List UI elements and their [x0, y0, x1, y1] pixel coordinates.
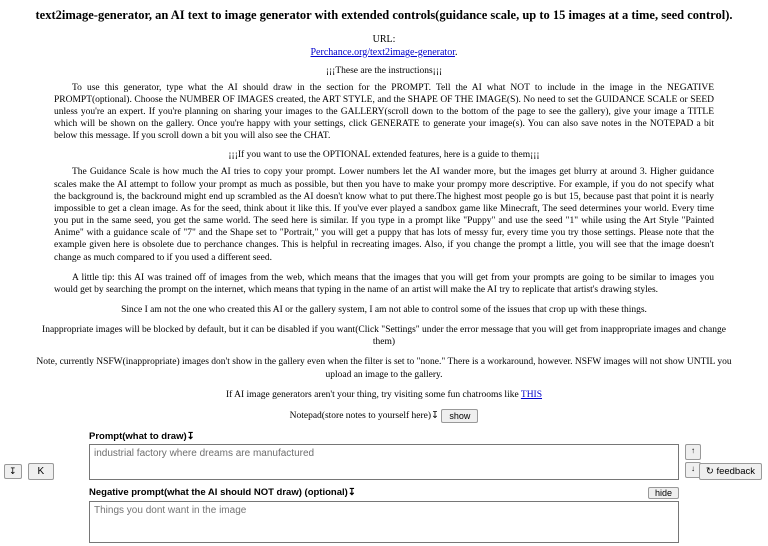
url-period: . — [454, 46, 458, 58]
prompt-field-block — [89, 430, 695, 483]
inappropriate-paragraph: Inappropriate images will be blocked by default, but it can be disabled if you want(Click "Settings" under the error message that you will get from inappropriate images and change them) — [42, 325, 726, 348]
collapse-toggle-button[interactable]: ↧ — [4, 464, 22, 479]
keyboard-button[interactable]: K — [28, 463, 55, 480]
prompt-input-wrap — [89, 444, 695, 483]
chatroom-text: If AI image generators aren't your thing, try visiting some fun chatrooms like — [225, 389, 521, 400]
notepad-arrow-icon: ↧ — [431, 411, 439, 422]
negative-prompt-label — [89, 487, 356, 498]
feedback-button[interactable]: ↻ feedback — [699, 463, 762, 480]
chatroom-link[interactable]: THIS — [520, 389, 543, 400]
url-line — [0, 47, 768, 58]
negative-prompt-input[interactable] — [89, 501, 679, 543]
negative-label-row — [89, 487, 679, 499]
prompt-label-row — [89, 431, 679, 442]
negative-prompt-field-block — [89, 487, 679, 546]
prompt-label-text: Prompt(what to draw) — [89, 430, 187, 442]
generator-url-link[interactable]: Perchance.org/text2image-generator — [310, 46, 455, 58]
intro-paragraph: To use this generator, type what the AI should draw in the section for the PROMPT. Tell the AI what NOT to include in the image in the NEGATIVE PROMPT(optional). Choose the NUMBER OF IMAGES created, the ART STYLE, and the SHAPE OF THE IMAGE(S). No need to set the GUIDANCE SCALE or SEED unless you're an expert. If you're planning on sharing your images to the GALLERY(scroll down to the bottom of the page to see the gallery), give your image a TITLE which will be shown on the gallery. Once you're happy with your settings, click GENERATE to generate your image(s). You can also save notes in the NOTEPAD a bit below this message. If you scroll down a bit you will also see the CHAT. — [54, 82, 714, 142]
instructions-header: ¡¡¡These are the instructions¡¡¡ — [325, 65, 443, 76]
negative-label-arrow-icon: ↧ — [347, 487, 356, 499]
creation-paragraph: Since I am not the one who created this AI or the gallery system, I am not able to control some of the issues that crop up with these things. — [121, 304, 647, 315]
prompt-scroll-down-button[interactable]: ↓ — [685, 462, 701, 478]
nsfw-paragraph: Note, currently NSFW(inappropriate) images don't show in the gallery even when the filter is set to "none." There is a workaround, however. NSFW images will not show UNTIL you upload an image to the gallery. — [36, 357, 732, 380]
notepad-show-button[interactable]: show — [441, 409, 478, 423]
tip-paragraph: A little tip: this AI was trained off of images from the web, which means that the images that you will get from your prompts are going to be similar to images you would get by searching the prompt on the internet, which means that typing in the name of an artist will make the AI try to replicate that artist's drawing styles. — [54, 272, 714, 295]
notepad-row — [0, 409, 768, 423]
prompt-label — [89, 431, 195, 442]
page-title: text2image-generator, an AI text to image generator with extended controls(guidance scale, up to 15 images at a time, seed control). — [35, 8, 733, 22]
negative-label-tail: draw) (optional) — [273, 487, 348, 499]
negative-hide-button[interactable]: hide — [648, 487, 679, 499]
guidance-paragraph: The Guidance Scale is how much the AI tries to copy your prompt. Lower numbers let the AI wander more, but the images get blurry at around 3. Higher guidance scales make the AI attempt to follow your prompt as much as possible, but then you have to make your prompy more descriptive. For example, if you do not specify what the background is, the backround might end up scrambled as the AI doesn't know what to put there.The highest most people go is but 15, because past that point it is nearly impossible to get a clean image. As for the seed, think about it like this. If you've ever played a sandbox game like Minecraft, The seed determines your world. Every time you put in the same seed, you get the same world. The seed here is similar. If you type in a prompt like "Puppy" and use the seed "1" while using the Art Style "Painted Anime" with a guidance scale of "7" and the Shape set to "Portrait," you will get a puppy that has lots of messy fur, every time you try those settings. Please note that the example given here is obsolete due to perchance changes. This is helpful in recreating images. Also, if you change the prompt a little, you will see that the image doesn't change as much compared to if you used a different seed. — [54, 167, 714, 263]
negative-label-not: NOT — [253, 487, 274, 499]
notepad-label: Notepad(store notes to yourself here) — [289, 411, 432, 422]
prompt-scroll-up-button[interactable]: ↑ — [685, 444, 701, 460]
prompt-input[interactable] — [89, 444, 679, 480]
url-label: URL: — [372, 33, 396, 45]
bottom-left-controls — [4, 463, 54, 480]
negative-input-wrap — [89, 501, 679, 546]
generator-page — [0, 8, 768, 499]
negative-label-head: Negative prompt(what the AI should — [89, 487, 254, 499]
prompt-label-arrow-icon: ↧ — [186, 430, 195, 442]
optional-features-header: ¡¡¡If you want to use the OPTIONAL extended features, here is a guide to them¡¡¡ — [228, 150, 540, 161]
chatroom-paragraph — [34, 389, 734, 401]
